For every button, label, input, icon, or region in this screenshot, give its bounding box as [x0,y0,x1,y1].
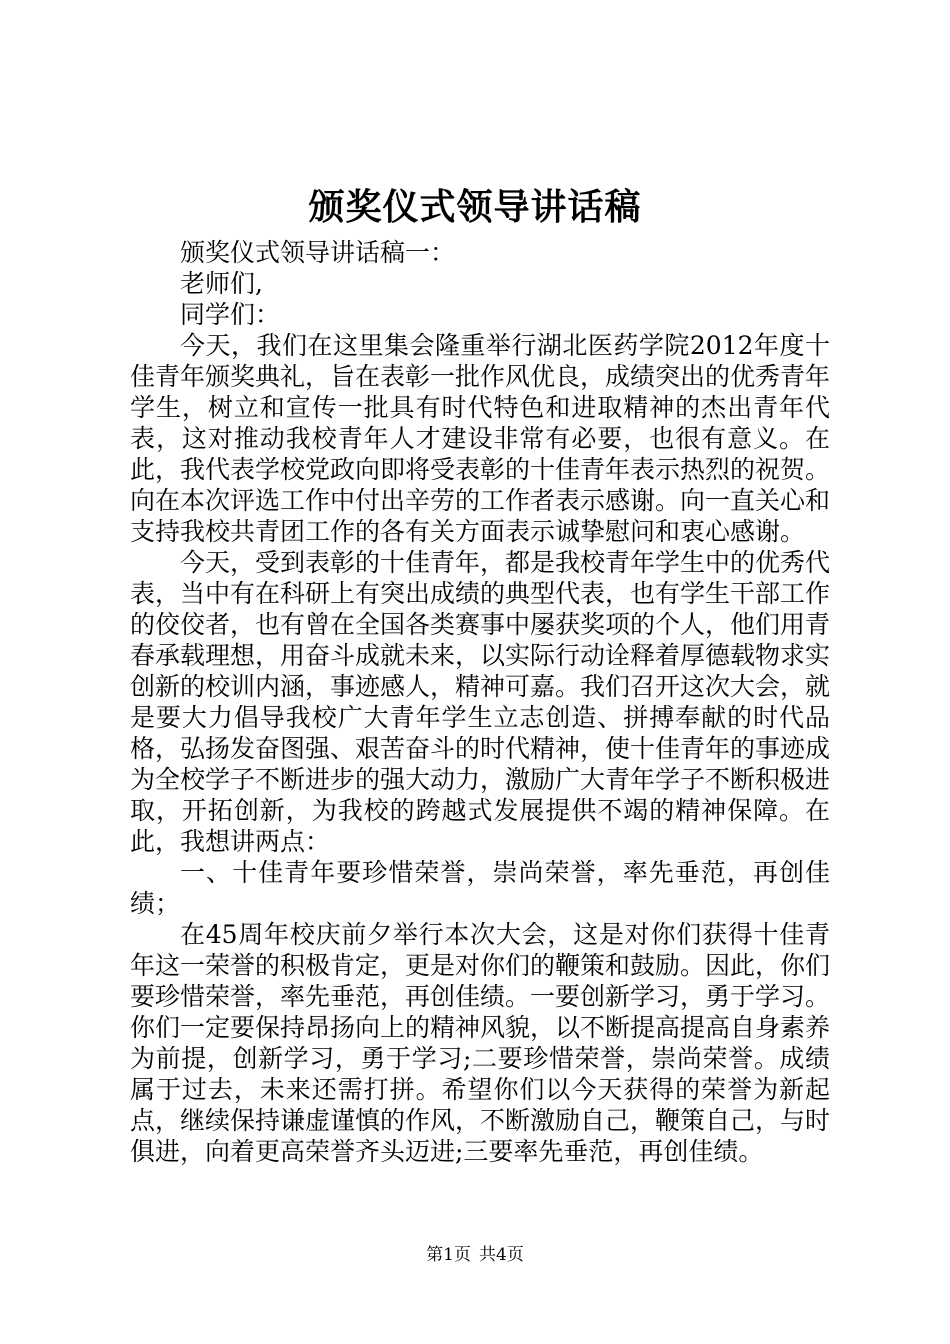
salutation-heading: 颁奖仪式领导讲话稿一： [180,238,456,267]
salutation-teachers: 老师们, [180,269,263,298]
section-heading-one: 一、十佳青年要珍惜荣誉，崇尚荣誉，率先垂范，再创佳绩； [130,858,830,918]
salutation-students: 同学们： [180,300,281,329]
page-number: 第1页 [426,1245,471,1265]
document-title: 颁奖仪式领导讲话稿 [308,186,642,228]
page-total: 共4页 [479,1245,524,1265]
page-footer [0,1244,950,1266]
paragraph-honorees: 今天，受到表彰的十佳青年，都是我校青年学生中的优秀代表，当中有在科研上有突出成绩的典型代表，也有学生干部工作的佼佼者，也有曾在全国各类赛事中屡获奖项的个人，他们用青春承载理想，用奋斗成就未来，以实际行动诠释着厚德载物求实创新的校训内涵，事迹感人，精神可嘉。我们召开这次大会，就是要大力倡导我校广大青年学生立志创造、拼搏奉献的时代品格，弘扬发奋图强、艰苦奋斗的时代精神，使十佳青年的事迹成为全校学子不断进步的强大动力，激励广大青年学子不断积极进取，开拓创新，为我校的跨越式发展提供不竭的精神保障。在此，我想讲两点： [130,548,831,856]
document-body [130,237,830,1167]
paragraph-section-one: 在45周年校庆前夕举行本次大会，这是对你们获得十佳青年这一荣誉的积极肯定，更是对你们的鞭策和鼓励。因此，你们要珍惜荣誉，率先垂范，再创佳绩。一要创新学习，勇于学习。你们一定要保持昂扬向上的精神风貌，以不断提高提高自身素养为前提，创新学习，勇于学习;二要珍惜荣誉，崇尚荣誉。成绩属于过去，未来还需打拼。希望你们以今天获得的荣誉为新起点，继续保持谦虚谨慎的作风，不断激励自己，鞭策自己，与时俱进，向着更高荣誉齐头迈进;三要率先垂范，再创佳绩。 [130,920,831,1166]
paragraph-opening: 今天，我们在这里集会隆重举行湖北医药学院2012年度十佳青年颁奖典礼，旨在表彰一批作风优良，成绩突出的优秀青年学生，树立和宣传一批具有时代特色和进取精神的杰出青年代表，这对推动我校青年人才建设非常有必要，也很有意义。在此，我代表学校党政向即将受表彰的十佳青年表示热烈的祝贺。向在本次评选工作中付出辛劳的工作者表示感谢。向一直关心和支持我校共青团工作的各有关方面表示诚挚慰问和衷心感谢。 [130,331,831,546]
